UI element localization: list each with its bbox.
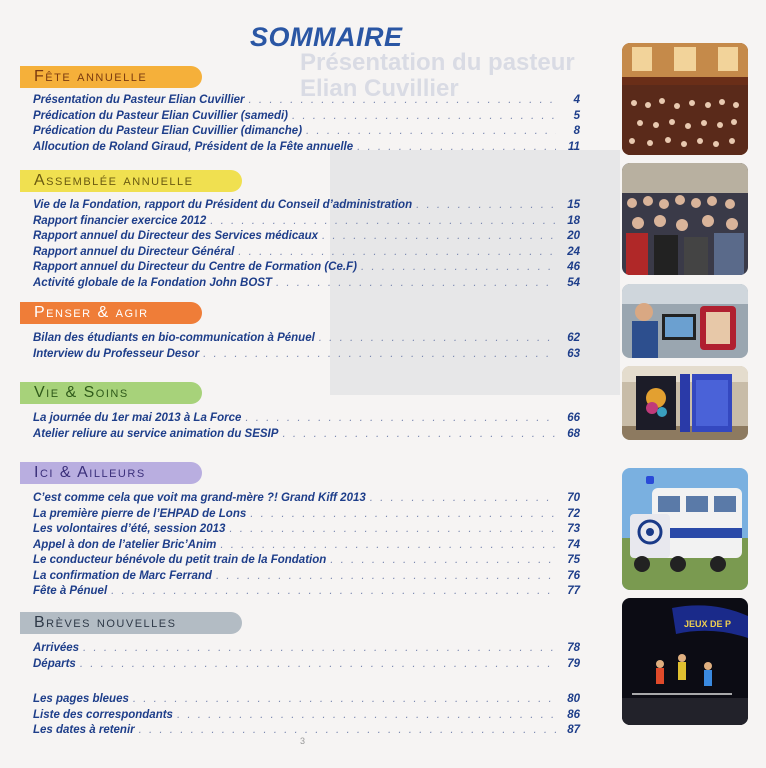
toc-entry[interactable]: Présentation du Pasteur Elian Cuvillier . . . 4 bbox=[20, 94, 580, 110]
svg-text:JEUX DE P: JEUX DE P bbox=[684, 619, 732, 629]
toc-entry[interactable]: Atelier reliure au service animation du SESIP . . . 68 bbox=[20, 428, 580, 444]
section-banner: Brèves nouvelles bbox=[20, 612, 242, 634]
page-marker: 3 bbox=[300, 736, 306, 746]
toc-entry[interactable]: Rapport annuel du Directeur des Services médicaux . . . 20 bbox=[20, 230, 580, 246]
section-fete-annuelle bbox=[20, 66, 580, 156]
toc-entry[interactable]: Départs . . . 79 bbox=[20, 658, 580, 674]
toc-entry[interactable]: Fête à Pénuel . . . 77 bbox=[20, 585, 580, 601]
little-train-photo bbox=[622, 468, 748, 590]
toc-entry[interactable]: Le conducteur bénévole du petit train de la Fondation . . . 75 bbox=[20, 554, 580, 570]
toc-entry[interactable]: Arrivées . . . 78 bbox=[20, 642, 580, 658]
toc-entry[interactable]: Les volontaires d’été, session 2013 . . . 73 bbox=[20, 523, 580, 539]
toc-entry[interactable]: Prédication du Pasteur Elian Cuvillier (samedi) . . . 5 bbox=[20, 110, 580, 126]
section-banner: Fête annuelle bbox=[20, 66, 202, 88]
section-assemblee-annuelle bbox=[20, 170, 580, 292]
section-ici-ailleurs bbox=[20, 462, 580, 601]
toc-entry[interactable]: Rapport annuel du Directeur Général . . . 24 bbox=[20, 246, 580, 262]
circus-show-photo bbox=[622, 598, 748, 725]
computer-workshop-photo bbox=[622, 284, 748, 358]
toc-entry[interactable]: Appel à don de l’atelier Bric’Anim . . . 74 bbox=[20, 539, 580, 555]
toc-entry[interactable]: Activité globale de la Fondation John BOST . . . 54 bbox=[20, 277, 580, 293]
toc-entry[interactable]: Bilan des étudiants en bio-communication à Pénuel . . . 62 bbox=[20, 332, 580, 348]
section-vie-soins bbox=[20, 382, 580, 443]
toc-entry[interactable]: Allocution de Roland Giraud, Président de la Fête annuelle . . . 11 bbox=[20, 141, 580, 157]
page-title: SOMMAIRE bbox=[250, 22, 403, 52]
toc-entry[interactable]: La journée du 1er mai 2013 à La Force . . . 66 bbox=[20, 412, 580, 428]
toc-entry[interactable]: Interview du Professeur Desor . . . 63 bbox=[20, 348, 580, 364]
toc-entry[interactable]: Vie de la Fondation, rapport du Président du Conseil d’administration . . . 15 bbox=[20, 199, 580, 215]
toc-entry[interactable]: Prédication du Pasteur Elian Cuvillier (dimanche) . . . 8 bbox=[20, 125, 580, 141]
toc-entry[interactable]: Rapport annuel du Directeur du Centre de Formation (Ce.F) . . . 46 bbox=[20, 261, 580, 277]
toc-entry[interactable]: Les dates à retenir . . . 87 bbox=[20, 724, 580, 740]
ghost-bleedthrough-text: Présentation du pasteur Elian Cuvillier bbox=[300, 49, 575, 102]
section-banner: Ici & Ailleurs bbox=[20, 462, 202, 484]
section-breves-nouvelles bbox=[20, 612, 580, 740]
toc-entry[interactable]: C’est comme cela que voit ma grand-mère ?! Grand Kiff 2013 . . . 70 bbox=[20, 492, 580, 508]
section-banner: Vie & Soins bbox=[20, 382, 202, 404]
toc-entry[interactable]: Liste des correspondants . . . 86 bbox=[20, 709, 580, 725]
toc-entry[interactable]: La confirmation de Marc Ferrand . . . 76 bbox=[20, 570, 580, 586]
section-banner: Penser & agir bbox=[20, 302, 202, 324]
toc-entry[interactable]: La première pierre de l’EHPAD de Lons . . . 72 bbox=[20, 508, 580, 524]
toc-entry[interactable]: Les pages bleues . . . 80 bbox=[20, 693, 580, 709]
section-banner: Assemblée annuelle bbox=[20, 170, 242, 192]
assembly-audience-photo bbox=[622, 163, 748, 275]
section-penser-agir bbox=[20, 302, 580, 363]
church-congregation-photo bbox=[622, 43, 748, 155]
toc-entry[interactable]: Rapport financier exercice 2012 . . . 18 bbox=[20, 215, 580, 231]
book-binding-photo bbox=[622, 366, 748, 440]
